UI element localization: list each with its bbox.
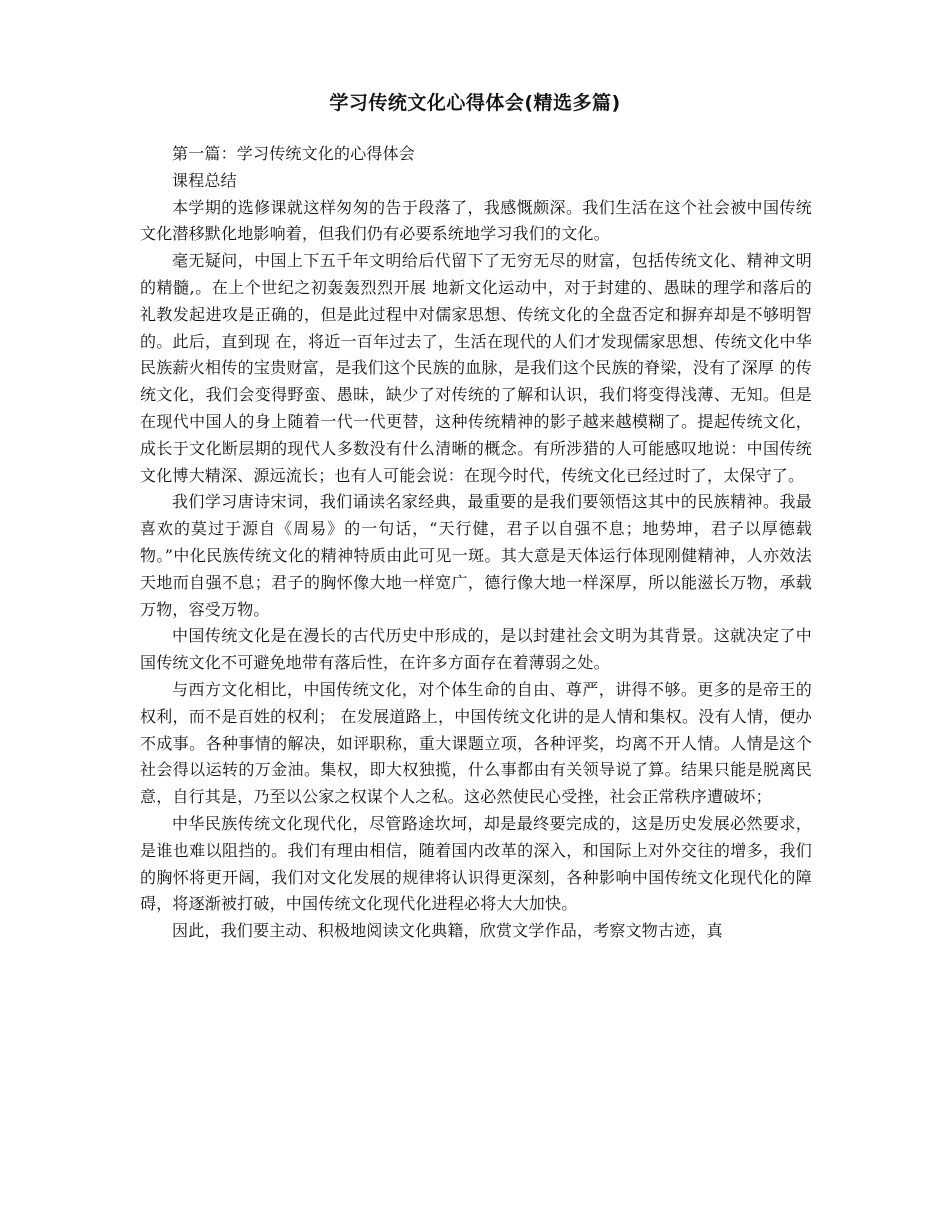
subheading: 课程总结 xyxy=(172,170,237,190)
paragraph: 我们学习唐诗宋词，我们诵读名家经典，最重要的是我们要领悟这其中的民族精神。我最喜欢的莫过于源自《周易》的一句话，“天行健，君子以自强不息；地势坤，君子以厚德载物。”中化民族传统文化的精神特质由此可见一斑。其大意是天体运行体现刚健精神，人亦效法天地而自强不息；君子的胸怀像大地一样宽广，德行像大地一样深厚，所以能滋长万物，承载万物，容受万物。 xyxy=(140,492,812,619)
document-title: 学习传统文化心得体会(精选多篇) xyxy=(329,92,621,114)
paragraph: 中国传统文化是在漫长的古代历史中形成的，是以封建社会文明为其背景。这就决定了中国传统文化不可避免地带有落后性，在许多方面存在着薄弱之处。 xyxy=(140,626,812,673)
paragraph: 因此，我们要主动、积极地阅读文化典籍，欣赏文学作品，考察文物古迹，真 xyxy=(172,921,723,941)
paragraph: 中华民族传统文化现代化，尽管路途坎坷，却是最终要完成的，这是历史发展必然要求，是谁也难以阻挡的。我们有理由相信，随着国内改革的深入，和国际上对外交往的增多，我们的胸怀将更开阔，我们对文化发展的规律将认识得更深刻，各种影响中国传统文化现代化的障碍，将逐渐被打破，中国传统文化现代化进程必将大大加快。 xyxy=(140,813,812,914)
paragraph: 与西方文化相比，中国传统文化，对个体生命的自由、尊严，讲得不够。更多的是帝王的权利，而不是百姓的权利； 在发展道路上，中国传统文化讲的是人情和集权。没有人情，便办不成事。各种事情的解决，如评职称，重大课题立项，各种评奖，均离不开人情。人情是这个社会得以运转的万金油。集权，即大权独揽，什么事都由有关领导说了算。结果只能是脱离民意，自行其是，乃至以公家之权谋个人之私。这必然使民心受挫，社会正常秩序遭破坏； xyxy=(140,679,812,807)
paragraph: 毫无疑问，中国上下五千年文明给后代留下了无穷无尽的财富，包括传统文化、精神文明的精髓,。在上个世纪之初轰轰烈烈开展 地新文化运动中，对于封建的、愚昧的理学和落后的礼教发起进攻是正确的，但是此过程中对儒家思想、传统文化的全盘否定和摒弃却是不够明智的。此后，直到现 在，将近一百年过去了，生活在现代的人们才发现儒家思想、传统文化中华民族薪火相传的宝贵财富，是我们这个民族的血脉，是我们这个民族的脊梁，没有了深厚 的传统文化，我们会变得野蛮、愚昧，缺少了对传统的了解和认识，我们将变得浅薄、无知。但是在现代中国人的身上随着一代一代更替，这种传统精神的影子越来越模糊了。提起传统文化，成长于文化断层期的现代人多数没有什么清晰的概念。有所涉猎的人可能感叹地说：中国传统文化博大精深、源远流长；也有人可能会说：在现今时代，传统文化已经过时了，太保守了。 xyxy=(140,251,812,485)
paragraph: 本学期的选修课就这样匆匆的告于段落了，我感慨颇深。我们生活在这个社会被中国传统文化潜移默化地影响着，但我们仍有必要系统地学习我们的文化。 xyxy=(140,197,812,244)
section-heading: 第一篇：学习传统文化的心得体会 xyxy=(172,144,416,163)
document-body xyxy=(140,141,812,945)
